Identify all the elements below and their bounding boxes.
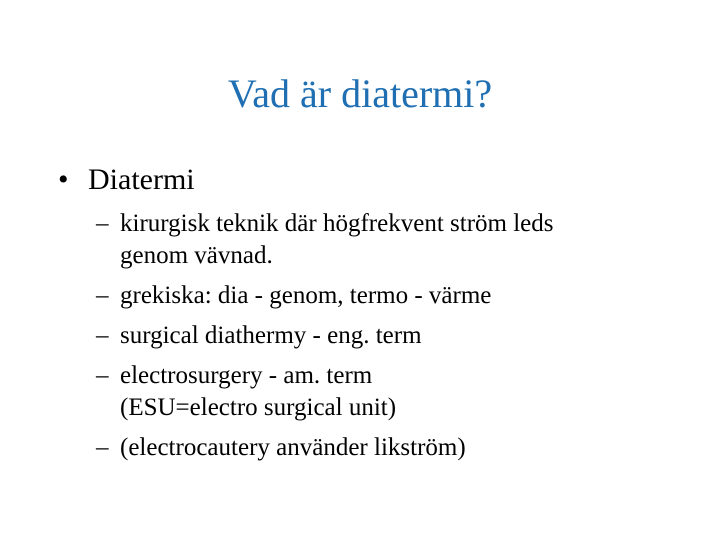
slide-title: Vad är diatermi? <box>227 71 493 116</box>
dash-marker: – <box>96 210 109 237</box>
sub-bullet-line: kirurgisk teknik där högfrekvent ström leds <box>120 210 554 237</box>
dash-marker: – <box>96 322 109 349</box>
main-bullet <box>58 160 195 200</box>
sub-bullet-item <box>96 432 696 464</box>
sub-bullet-line: electrosurgery - am. term <box>120 362 373 389</box>
sub-bullet-item <box>96 208 696 272</box>
sub-bullet-line: (electrocautery använder likström) <box>120 434 466 461</box>
sub-bullet-line: (ESU=electro surgical unit) <box>120 394 397 421</box>
dash-marker: – <box>96 362 109 389</box>
main-bullet-text: Diatermi <box>88 163 195 196</box>
bullet-marker: • <box>58 163 69 196</box>
dash-marker: – <box>96 282 109 309</box>
sub-bullet-item <box>96 360 696 424</box>
sub-bullet-item <box>96 320 696 352</box>
sub-bullet-line: surgical diathermy - eng. term <box>120 322 422 349</box>
dash-marker: – <box>96 434 109 461</box>
sub-bullet-line: grekiska: dia - genom, termo - värme <box>120 282 492 309</box>
sub-bullet-line: genom vävnad. <box>120 242 273 269</box>
sub-bullet-list <box>96 208 696 472</box>
sub-bullet-item <box>96 280 696 312</box>
